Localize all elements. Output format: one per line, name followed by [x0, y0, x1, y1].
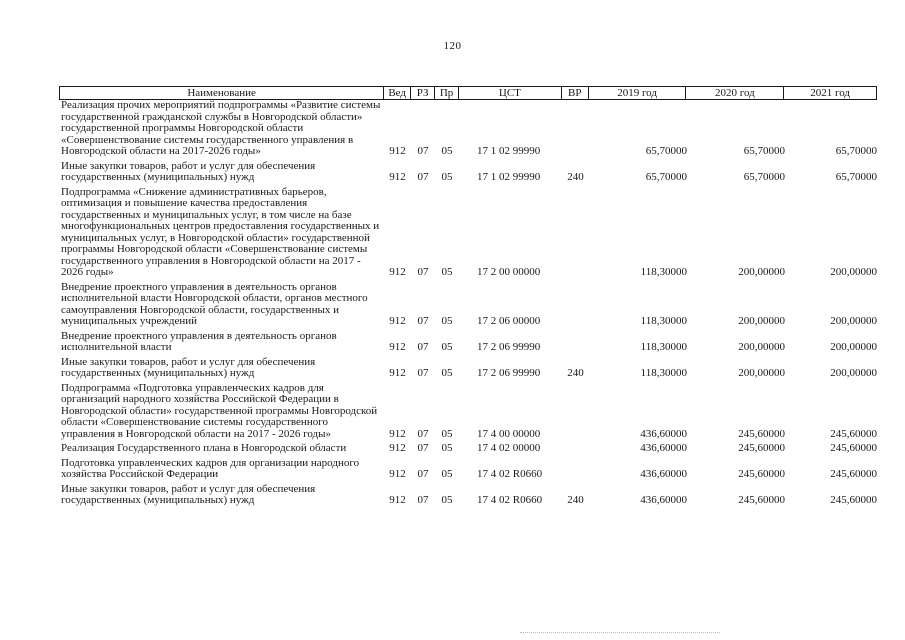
row-ved: 912: [389, 427, 406, 440]
header-vr: ВР: [562, 87, 589, 99]
page-number: 120: [443, 40, 462, 52]
row-ved: 912: [389, 367, 406, 379]
row-rz: 07: [417, 341, 429, 353]
table-row: [59, 484, 877, 510]
row-ved: 912: [389, 442, 406, 454]
header-ved: Вед: [384, 87, 411, 99]
table-header-row: [59, 86, 877, 100]
row-rz: 07: [417, 367, 429, 379]
row-pr: 05: [441, 315, 453, 327]
row-2021: 245,60000: [830, 442, 877, 454]
row-name: Реализация Государственного плана в Новгородской области: [61, 442, 347, 454]
row-name: Внедрение проектного управления в деятельность органов исполнительной власти: [61, 329, 337, 353]
row-2021: 245,60000: [830, 468, 877, 480]
row-rz: 07: [417, 468, 429, 480]
row-2020: 245,60000: [738, 494, 785, 506]
row-pr: 05: [441, 367, 453, 379]
row-vr: 240: [567, 367, 584, 379]
row-cst: 17 4 02 00000: [477, 442, 541, 454]
row-vr: 240: [567, 494, 584, 506]
row-rz: 07: [417, 145, 429, 157]
row-2019: 118,30000: [640, 367, 687, 379]
row-pr: 05: [441, 468, 453, 480]
row-ved: 912: [389, 171, 406, 183]
row-2020: 65,70000: [743, 171, 785, 183]
row-cst: 17 1 02 99990: [477, 171, 541, 183]
row-cst: 17 4 02 R0660: [477, 494, 543, 506]
budget-table: [59, 86, 877, 510]
row-rz: 07: [417, 427, 429, 440]
row-ved: 912: [389, 145, 406, 157]
row-name: Подготовка управленческих кадров для организации народного хозяйства Российской Федерации: [61, 456, 360, 480]
row-cst: 17 2 06 00000: [477, 315, 541, 327]
row-cst: 17 4 00 00000: [477, 427, 541, 440]
header-2020: 2020 год: [686, 87, 784, 99]
row-pr: 05: [441, 266, 453, 278]
header-name: Наименование: [60, 87, 384, 99]
row-ved: 912: [389, 266, 406, 278]
row-vr: 240: [567, 171, 584, 183]
row-2021: 65,70000: [835, 171, 877, 183]
row-pr: 05: [441, 341, 453, 353]
row-2019: 118,30000: [640, 315, 687, 327]
row-2020: 200,00000: [738, 341, 785, 353]
table-row: [59, 443, 877, 458]
row-2021: 200,00000: [830, 266, 877, 278]
row-rz: 07: [417, 315, 429, 327]
row-ved: 912: [389, 494, 406, 506]
row-cst: 17 4 02 R0660: [477, 468, 543, 480]
row-2019: 436,60000: [640, 494, 687, 506]
table-row: [59, 458, 877, 484]
row-pr: 05: [441, 494, 453, 506]
table-row: [59, 357, 877, 383]
row-ved: 912: [389, 468, 406, 480]
row-2020: 245,60000: [738, 468, 785, 480]
table-row: [59, 100, 877, 161]
row-name: Внедрение проектного управления в деятельность органов исполнительной власти Новгородской области, органов местного самоуправления Новгородской области, государственных и муниципальных учреждений: [61, 280, 368, 327]
row-2021: 200,00000: [830, 367, 877, 379]
row-2020: 65,70000: [743, 145, 785, 157]
row-2019: 65,70000: [645, 145, 687, 157]
row-ved: 912: [389, 315, 406, 327]
table-row: [59, 161, 877, 187]
row-2020: 245,60000: [738, 442, 785, 454]
row-2021: 245,60000: [830, 494, 877, 506]
row-rz: 07: [417, 442, 429, 454]
row-pr: 05: [441, 427, 453, 440]
header-rz: РЗ: [411, 87, 435, 99]
table-row: [59, 383, 877, 444]
row-name: Подпрограмма «Снижение административных барьеров, оптимизация и повышение качества предоставления государственных и муниципальных услуг, в том числе на базе многофункциональных центров предоставления государственных и муниципальных услуг, в Новгородской области» государственной программы Новгородской области «Совершенствование системы государственного управления в Новгородской области на 2017 - 2026 годы»: [61, 185, 380, 278]
row-pr: 05: [441, 145, 453, 157]
scan-artifact-line: [520, 632, 720, 636]
header-pr: Пр: [435, 87, 459, 99]
row-2021: 200,00000: [830, 341, 877, 353]
row-2019: 65,70000: [645, 171, 687, 183]
row-2019: 436,60000: [640, 442, 687, 454]
row-2019: 118,30000: [640, 266, 687, 278]
header-cst: ЦСТ: [459, 87, 562, 99]
row-2020: 200,00000: [738, 367, 785, 379]
row-pr: 05: [441, 442, 453, 454]
header-2021: 2021 год: [810, 87, 850, 99]
row-ved: 912: [389, 341, 406, 353]
row-2021: 200,00000: [830, 315, 877, 327]
row-2020: 200,00000: [738, 266, 785, 278]
row-name: Иные закупки товаров, работ и услуг для обеспечения государственных (муниципальных) нужд: [61, 159, 316, 183]
table-row: [59, 187, 877, 282]
row-2019: 436,60000: [640, 427, 687, 440]
table-row: [59, 331, 877, 357]
row-rz: 07: [417, 494, 429, 506]
row-2021: 65,70000: [835, 145, 877, 157]
row-pr: 05: [441, 171, 453, 183]
row-name: Иные закупки товаров, работ и услуг для обеспечения государственных (муниципальных) нужд: [61, 355, 316, 379]
row-rz: 07: [417, 266, 429, 278]
row-cst: 17 2 00 00000: [477, 266, 541, 278]
row-2020: 200,00000: [738, 315, 785, 327]
row-cst: 17 2 06 99990: [477, 341, 541, 353]
row-cst: 17 2 06 99990: [477, 367, 541, 379]
row-2019: 436,60000: [640, 468, 687, 480]
table-row: [59, 282, 877, 331]
row-2021: 245,60000: [830, 427, 877, 440]
row-name: Подпрограмма «Подготовка управленческих кадров для организаций народного хозяйства Российской Федерации в Новгородской области» государственной программы Новгородской области «Совершенствование системы государственного управления в Новгородской области на 2017 - 2026 годы»: [61, 381, 378, 440]
row-cst: 17 1 02 99990: [477, 145, 541, 157]
row-2020: 245,60000: [738, 427, 785, 440]
header-2019: 2019 год: [589, 87, 687, 99]
row-name: Иные закупки товаров, работ и услуг для обеспечения государственных (муниципальных) нужд: [61, 482, 316, 506]
row-name: Реализация прочих мероприятий подпрограммы «Развитие системы государственной гражданской службы в Новгородской области» государственной программы Новгородской области «Совершенствование системы государственного управления в Новгородской области на 2017-2026 годы»: [61, 99, 381, 157]
row-rz: 07: [417, 171, 429, 183]
row-2019: 118,30000: [640, 341, 687, 353]
